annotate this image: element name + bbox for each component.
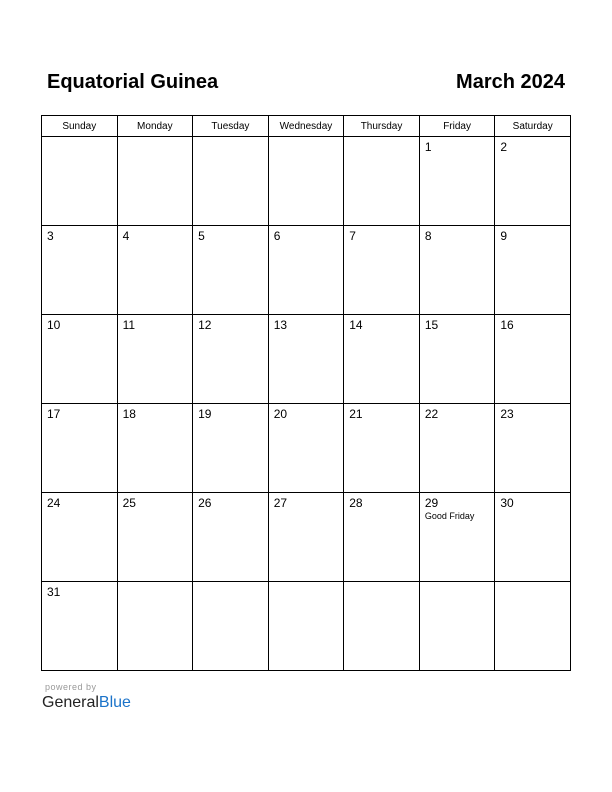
day-number: 7 xyxy=(349,229,356,243)
day-cell xyxy=(344,226,420,315)
powered-by-text: powered by xyxy=(45,682,97,692)
day-number: 6 xyxy=(273,229,281,243)
day-cell xyxy=(495,582,571,671)
week-row xyxy=(42,404,571,493)
day-cell xyxy=(42,493,118,582)
day-cell xyxy=(419,493,495,582)
brand-blue-text: Blue xyxy=(98,694,131,711)
day-cell xyxy=(419,404,495,493)
day-number: 19 xyxy=(198,407,212,421)
week-row xyxy=(42,493,571,582)
day-number: 5 xyxy=(198,229,205,243)
day-cell xyxy=(42,582,118,671)
day-number: 27 xyxy=(273,496,288,510)
day-number: 13 xyxy=(273,318,288,332)
day-cell xyxy=(495,404,571,493)
day-cell xyxy=(344,404,420,493)
day-cell xyxy=(419,226,495,315)
day-cell xyxy=(495,137,571,226)
day-cell xyxy=(344,493,420,582)
generalblue-logo[interactable] xyxy=(42,694,131,712)
day-cell xyxy=(193,315,269,404)
day-number: 14 xyxy=(349,318,363,332)
day-number: 21 xyxy=(349,407,363,421)
day-cell xyxy=(42,404,118,493)
day-number: 12 xyxy=(198,318,212,332)
day-number: 29 xyxy=(424,496,439,510)
calendar-grid xyxy=(41,115,571,671)
month-year-title: March 2024 xyxy=(456,71,565,93)
day-number: 8 xyxy=(424,229,432,243)
brand-general-text: General xyxy=(42,694,99,711)
weekday-monday: Monday xyxy=(117,116,193,137)
day-number: 30 xyxy=(500,496,514,510)
weekday-tuesday: Tuesday xyxy=(193,116,269,137)
day-cell xyxy=(193,404,269,493)
day-number: 10 xyxy=(47,318,61,332)
day-number: 17 xyxy=(47,407,61,421)
day-cell xyxy=(117,226,193,315)
day-number: 9 xyxy=(500,229,508,243)
day-cell xyxy=(193,493,269,582)
weekday-thursday: Thursday xyxy=(344,116,420,137)
day-number: 3 xyxy=(47,229,54,243)
week-row xyxy=(42,226,571,315)
week-row xyxy=(42,582,571,671)
day-number: 28 xyxy=(349,496,363,510)
day-cell xyxy=(42,137,118,226)
day-number: 2 xyxy=(500,140,508,154)
day-cell xyxy=(117,582,193,671)
day-cell xyxy=(419,315,495,404)
day-cell xyxy=(193,582,269,671)
day-cell xyxy=(268,493,344,582)
day-number: 18 xyxy=(122,407,136,421)
day-cell xyxy=(117,493,193,582)
weekday-wednesday: Wednesday xyxy=(268,116,344,137)
day-number: 25 xyxy=(122,496,136,510)
day-cell xyxy=(193,137,269,226)
day-cell xyxy=(117,315,193,404)
day-cell xyxy=(42,226,118,315)
weekday-header-row xyxy=(42,116,571,137)
day-cell xyxy=(495,226,571,315)
day-number: 23 xyxy=(500,407,514,421)
day-number: 31 xyxy=(47,585,61,599)
day-number: 20 xyxy=(273,407,288,421)
day-cell xyxy=(495,493,571,582)
day-cell xyxy=(344,137,420,226)
day-number: 26 xyxy=(198,496,212,510)
day-cell xyxy=(419,137,495,226)
footer-branding xyxy=(42,682,131,712)
week-row xyxy=(42,315,571,404)
day-number: 22 xyxy=(424,407,439,421)
day-number: 11 xyxy=(122,318,136,332)
day-number: 15 xyxy=(424,318,439,332)
week-row xyxy=(42,137,571,226)
weekday-friday: Friday xyxy=(419,116,495,137)
day-cell xyxy=(42,315,118,404)
day-number: 16 xyxy=(500,318,514,332)
day-number: 4 xyxy=(122,229,130,243)
day-cell xyxy=(344,582,420,671)
day-cell xyxy=(268,315,344,404)
day-cell xyxy=(419,582,495,671)
day-cell xyxy=(268,226,344,315)
day-cell xyxy=(117,137,193,226)
day-cell xyxy=(344,315,420,404)
country-title: Equatorial Guinea xyxy=(47,71,219,93)
day-cell xyxy=(268,404,344,493)
day-number: 1 xyxy=(424,140,432,154)
day-cell xyxy=(193,226,269,315)
holiday-label: Good Friday xyxy=(424,511,475,521)
day-cell xyxy=(495,315,571,404)
day-cell xyxy=(117,404,193,493)
day-cell xyxy=(268,582,344,671)
day-cell xyxy=(268,137,344,226)
day-number: 24 xyxy=(47,496,61,510)
weekday-saturday: Saturday xyxy=(495,116,571,137)
weekday-sunday: Sunday xyxy=(42,116,118,137)
